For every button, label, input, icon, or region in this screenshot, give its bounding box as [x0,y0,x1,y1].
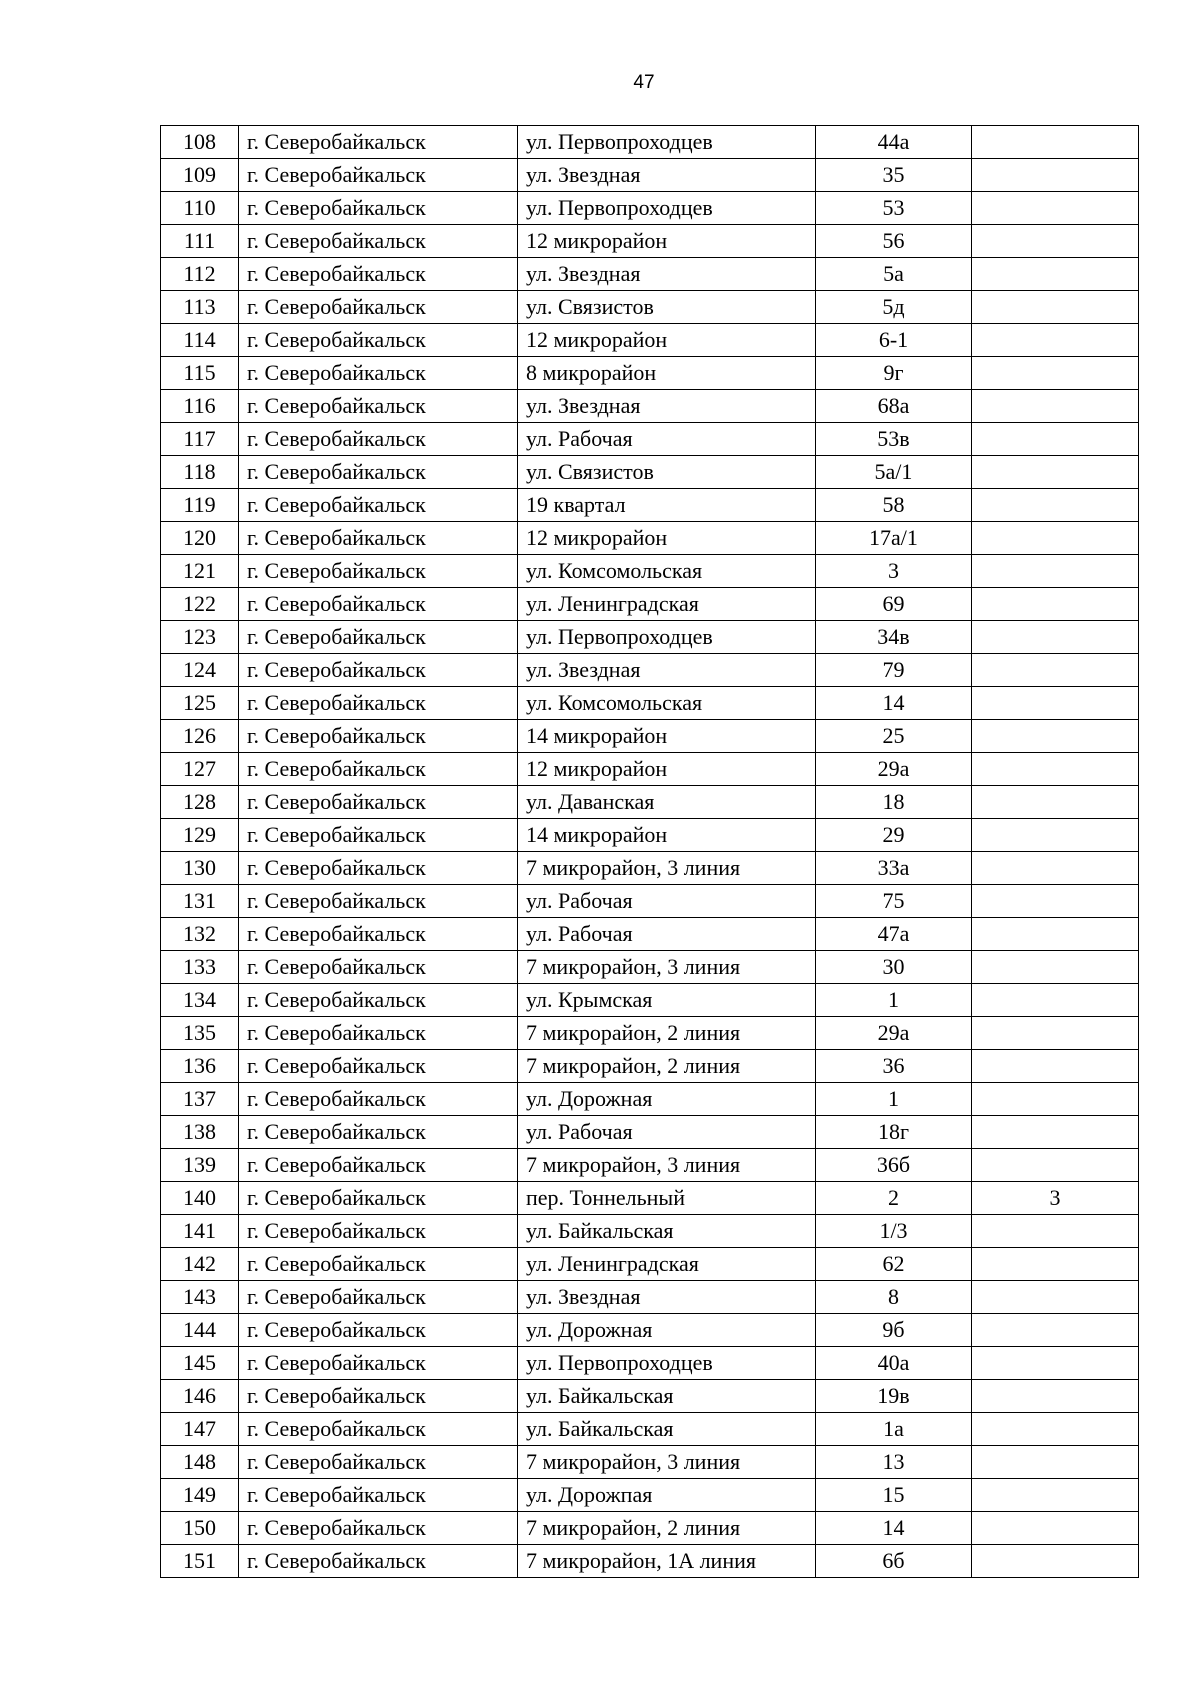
extra-cell [972,126,1139,159]
city-cell: г. Северобайкальск [239,258,518,291]
street-cell: ул. Первопроходцев [518,621,816,654]
table-row [161,324,1139,357]
house-number-cell: 34в [816,621,972,654]
table-row [161,1380,1139,1413]
extra-cell [972,1017,1139,1050]
row-number-cell: 112 [161,258,239,291]
city-cell: г. Северобайкальск [239,1545,518,1578]
city-cell: г. Северобайкальск [239,1017,518,1050]
city-cell: г. Северобайкальск [239,159,518,192]
extra-cell [972,555,1139,588]
city-cell: г. Северобайкальск [239,1083,518,1116]
city-cell: г. Северобайкальск [239,1314,518,1347]
street-cell: 12 микрорайон [518,324,816,357]
house-number-cell: 29 [816,819,972,852]
house-number-cell: 62 [816,1248,972,1281]
row-number-cell: 111 [161,225,239,258]
row-number-cell: 116 [161,390,239,423]
city-cell: г. Северобайкальск [239,423,518,456]
house-number-cell: 69 [816,588,972,621]
house-number-cell: 75 [816,885,972,918]
house-number-cell: 79 [816,654,972,687]
city-cell: г. Северобайкальск [239,1380,518,1413]
row-number-cell: 136 [161,1050,239,1083]
street-cell: ул. Рабочая [518,918,816,951]
table-row [161,621,1139,654]
row-number-cell: 120 [161,522,239,555]
row-number-cell: 148 [161,1446,239,1479]
house-number-cell: 47а [816,918,972,951]
row-number-cell: 135 [161,1017,239,1050]
city-cell: г. Северобайкальск [239,1050,518,1083]
extra-cell [972,1347,1139,1380]
table-row [161,1545,1139,1578]
city-cell: г. Северобайкальск [239,225,518,258]
house-number-cell: 18г [816,1116,972,1149]
table-row [161,1347,1139,1380]
row-number-cell: 123 [161,621,239,654]
table-row [161,1050,1139,1083]
extra-cell [972,819,1139,852]
house-number-cell: 18 [816,786,972,819]
row-number-cell: 110 [161,192,239,225]
street-cell: ул. Связистов [518,456,816,489]
table-row [161,126,1139,159]
street-cell: ул. Звездная [518,390,816,423]
extra-cell [972,786,1139,819]
house-number-cell: 5д [816,291,972,324]
street-cell: 7 микрорайон, 1А линия [518,1545,816,1578]
street-cell: ул. Дорожная [518,1083,816,1116]
table-row [161,753,1139,786]
city-cell: г. Северобайкальск [239,588,518,621]
extra-cell [972,1248,1139,1281]
table-row [161,885,1139,918]
street-cell: 7 микрорайон, 2 линия [518,1050,816,1083]
house-number-cell: 44а [816,126,972,159]
street-cell: пер. Тоннельный [518,1182,816,1215]
city-cell: г. Северобайкальск [239,852,518,885]
table-row [161,1446,1139,1479]
street-cell: 12 микрорайон [518,522,816,555]
table-row [161,1479,1139,1512]
house-number-cell: 9г [816,357,972,390]
city-cell: г. Северобайкальск [239,621,518,654]
table-row [161,1413,1139,1446]
street-cell: ул. Звездная [518,258,816,291]
street-cell: 8 микрорайон [518,357,816,390]
street-cell: ул. Крымская [518,984,816,1017]
table-row [161,951,1139,984]
street-cell: ул. Звездная [518,1281,816,1314]
house-number-cell: 53в [816,423,972,456]
street-cell: 7 микрорайон, 3 линия [518,1149,816,1182]
row-number-cell: 133 [161,951,239,984]
row-number-cell: 118 [161,456,239,489]
extra-cell [972,522,1139,555]
house-number-cell: 1/3 [816,1215,972,1248]
city-cell: г. Северобайкальск [239,885,518,918]
house-number-cell: 3 [816,555,972,588]
row-number-cell: 108 [161,126,239,159]
extra-cell [972,1413,1139,1446]
row-number-cell: 149 [161,1479,239,1512]
row-number-cell: 113 [161,291,239,324]
street-cell: ул. Комсомольская [518,687,816,720]
table-row [161,1149,1139,1182]
address-table-body [161,126,1139,1578]
city-cell: г. Северобайкальск [239,1248,518,1281]
row-number-cell: 128 [161,786,239,819]
city-cell: г. Северобайкальск [239,357,518,390]
house-number-cell: 29а [816,753,972,786]
extra-cell [972,1314,1139,1347]
street-cell: ул. Дорожпая [518,1479,816,1512]
table-row [161,1182,1139,1215]
house-number-cell: 5а/1 [816,456,972,489]
extra-cell [972,885,1139,918]
extra-cell [972,951,1139,984]
house-number-cell: 8 [816,1281,972,1314]
extra-cell [972,390,1139,423]
house-number-cell: 13 [816,1446,972,1479]
extra-cell [972,1149,1139,1182]
table-row [161,456,1139,489]
table-row [161,720,1139,753]
row-number-cell: 134 [161,984,239,1017]
table-row [161,1116,1139,1149]
street-cell: ул. Байкальская [518,1380,816,1413]
extra-cell [972,1281,1139,1314]
city-cell: г. Северобайкальск [239,1479,518,1512]
city-cell: г. Северобайкальск [239,753,518,786]
house-number-cell: 56 [816,225,972,258]
table-row [161,852,1139,885]
house-number-cell: 19в [816,1380,972,1413]
extra-cell [972,1050,1139,1083]
house-number-cell: 68а [816,390,972,423]
city-cell: г. Северобайкальск [239,390,518,423]
city-cell: г. Северобайкальск [239,1116,518,1149]
street-cell: 7 микрорайон, 3 линия [518,1446,816,1479]
city-cell: г. Северобайкальск [239,786,518,819]
city-cell: г. Северобайкальск [239,324,518,357]
table-row [161,819,1139,852]
city-cell: г. Северобайкальск [239,489,518,522]
table-row [161,522,1139,555]
table-row [161,984,1139,1017]
street-cell: 12 микрорайон [518,225,816,258]
row-number-cell: 150 [161,1512,239,1545]
table-row [161,555,1139,588]
city-cell: г. Северобайкальск [239,720,518,753]
city-cell: г. Северобайкальск [239,522,518,555]
street-cell: ул. Рабочая [518,1116,816,1149]
house-number-cell: 17а/1 [816,522,972,555]
table-row [161,1512,1139,1545]
house-number-cell: 40а [816,1347,972,1380]
row-number-cell: 144 [161,1314,239,1347]
page-number: 47 [633,72,655,93]
extra-cell [972,357,1139,390]
extra-cell [972,1083,1139,1116]
city-cell: г. Северобайкальск [239,687,518,720]
city-cell: г. Северобайкальск [239,126,518,159]
row-number-cell: 130 [161,852,239,885]
extra-cell [972,1215,1139,1248]
extra-cell: 3 [972,1182,1139,1215]
table-row [161,1215,1139,1248]
street-cell: 7 микрорайон, 3 линия [518,852,816,885]
street-cell: ул. Первопроходцев [518,192,816,225]
city-cell: г. Северобайкальск [239,1413,518,1446]
extra-cell [972,1545,1139,1578]
city-cell: г. Северобайкальск [239,1347,518,1380]
table-row [161,225,1139,258]
street-cell: 7 микрорайон, 2 линия [518,1017,816,1050]
extra-cell [972,1512,1139,1545]
extra-cell [972,324,1139,357]
row-number-cell: 124 [161,654,239,687]
extra-cell [972,159,1139,192]
city-cell: г. Северобайкальск [239,984,518,1017]
table-row [161,1314,1139,1347]
street-cell: ул. Рабочая [518,423,816,456]
extra-cell [972,621,1139,654]
row-number-cell: 151 [161,1545,239,1578]
table-row [161,1017,1139,1050]
row-number-cell: 141 [161,1215,239,1248]
house-number-cell: 25 [816,720,972,753]
row-number-cell: 129 [161,819,239,852]
extra-cell [972,192,1139,225]
table-row [161,687,1139,720]
house-number-cell: 2 [816,1182,972,1215]
row-number-cell: 142 [161,1248,239,1281]
street-cell: ул. Ленинградская [518,588,816,621]
extra-cell [972,654,1139,687]
street-cell: 12 микрорайон [518,753,816,786]
extra-cell [972,225,1139,258]
table-row [161,423,1139,456]
city-cell: г. Северобайкальск [239,951,518,984]
house-number-cell: 33а [816,852,972,885]
table-row [161,1248,1139,1281]
table-row [161,258,1139,291]
house-number-cell: 1 [816,1083,972,1116]
row-number-cell: 115 [161,357,239,390]
row-number-cell: 109 [161,159,239,192]
row-number-cell: 143 [161,1281,239,1314]
house-number-cell: 1а [816,1413,972,1446]
extra-cell [972,291,1139,324]
street-cell: ул. Рабочая [518,885,816,918]
city-cell: г. Северобайкальск [239,291,518,324]
table-row [161,489,1139,522]
house-number-cell: 6-1 [816,324,972,357]
house-number-cell: 29а [816,1017,972,1050]
house-number-cell: 5а [816,258,972,291]
street-cell: ул. Звездная [518,159,816,192]
house-number-cell: 58 [816,489,972,522]
city-cell: г. Северобайкальск [239,1182,518,1215]
extra-cell [972,456,1139,489]
table-row [161,390,1139,423]
row-number-cell: 131 [161,885,239,918]
extra-cell [972,753,1139,786]
house-number-cell: 9б [816,1314,972,1347]
street-cell: ул. Ленинградская [518,1248,816,1281]
row-number-cell: 146 [161,1380,239,1413]
extra-cell [972,1446,1139,1479]
row-number-cell: 121 [161,555,239,588]
street-cell: ул. Дорожная [518,1314,816,1347]
table-row [161,159,1139,192]
row-number-cell: 137 [161,1083,239,1116]
row-number-cell: 139 [161,1149,239,1182]
street-cell: 14 микрорайон [518,819,816,852]
house-number-cell: 30 [816,951,972,984]
city-cell: г. Северобайкальск [239,654,518,687]
city-cell: г. Северобайкальск [239,1281,518,1314]
city-cell: г. Северобайкальск [239,1215,518,1248]
street-cell: ул. Байкальская [518,1413,816,1446]
row-number-cell: 119 [161,489,239,522]
address-table [160,125,1139,1578]
row-number-cell: 140 [161,1182,239,1215]
row-number-cell: 126 [161,720,239,753]
street-cell: ул. Связистов [518,291,816,324]
row-number-cell: 127 [161,753,239,786]
extra-cell [972,984,1139,1017]
extra-cell [972,687,1139,720]
house-number-cell: 35 [816,159,972,192]
city-cell: г. Северобайкальск [239,456,518,489]
city-cell: г. Северобайкальск [239,1512,518,1545]
street-cell: 7 микрорайон, 2 линия [518,1512,816,1545]
street-cell: ул. Даванская [518,786,816,819]
house-number-cell: 36 [816,1050,972,1083]
table-row [161,918,1139,951]
street-cell: ул. Звездная [518,654,816,687]
city-cell: г. Северобайкальск [239,555,518,588]
house-number-cell: 15 [816,1479,972,1512]
row-number-cell: 138 [161,1116,239,1149]
city-cell: г. Северобайкальск [239,192,518,225]
house-number-cell: 14 [816,1512,972,1545]
table-row [161,291,1139,324]
table-row [161,192,1139,225]
row-number-cell: 132 [161,918,239,951]
city-cell: г. Северобайкальск [239,918,518,951]
table-row [161,1281,1139,1314]
extra-cell [972,423,1139,456]
table-row [161,654,1139,687]
extra-cell [972,489,1139,522]
row-number-cell: 117 [161,423,239,456]
extra-cell [972,1479,1139,1512]
row-number-cell: 122 [161,588,239,621]
city-cell: г. Северобайкальск [239,1446,518,1479]
house-number-cell: 53 [816,192,972,225]
street-cell: 19 квартал [518,489,816,522]
row-number-cell: 114 [161,324,239,357]
street-cell: ул. Байкальская [518,1215,816,1248]
row-number-cell: 145 [161,1347,239,1380]
table-row [161,588,1139,621]
extra-cell [972,918,1139,951]
extra-cell [972,1380,1139,1413]
table-row [161,1083,1139,1116]
table-row [161,357,1139,390]
house-number-cell: 14 [816,687,972,720]
street-cell: ул. Первопроходцев [518,126,816,159]
row-number-cell: 125 [161,687,239,720]
city-cell: г. Северобайкальск [239,1149,518,1182]
house-number-cell: 6б [816,1545,972,1578]
street-cell: ул. Комсомольская [518,555,816,588]
house-number-cell: 1 [816,984,972,1017]
extra-cell [972,258,1139,291]
extra-cell [972,588,1139,621]
city-cell: г. Северобайкальск [239,819,518,852]
house-number-cell: 36б [816,1149,972,1182]
street-cell: 14 микрорайон [518,720,816,753]
table-row [161,786,1139,819]
row-number-cell: 147 [161,1413,239,1446]
street-cell: 7 микрорайон, 3 линия [518,951,816,984]
extra-cell [972,852,1139,885]
extra-cell [972,720,1139,753]
extra-cell [972,1116,1139,1149]
street-cell: ул. Первопроходцев [518,1347,816,1380]
